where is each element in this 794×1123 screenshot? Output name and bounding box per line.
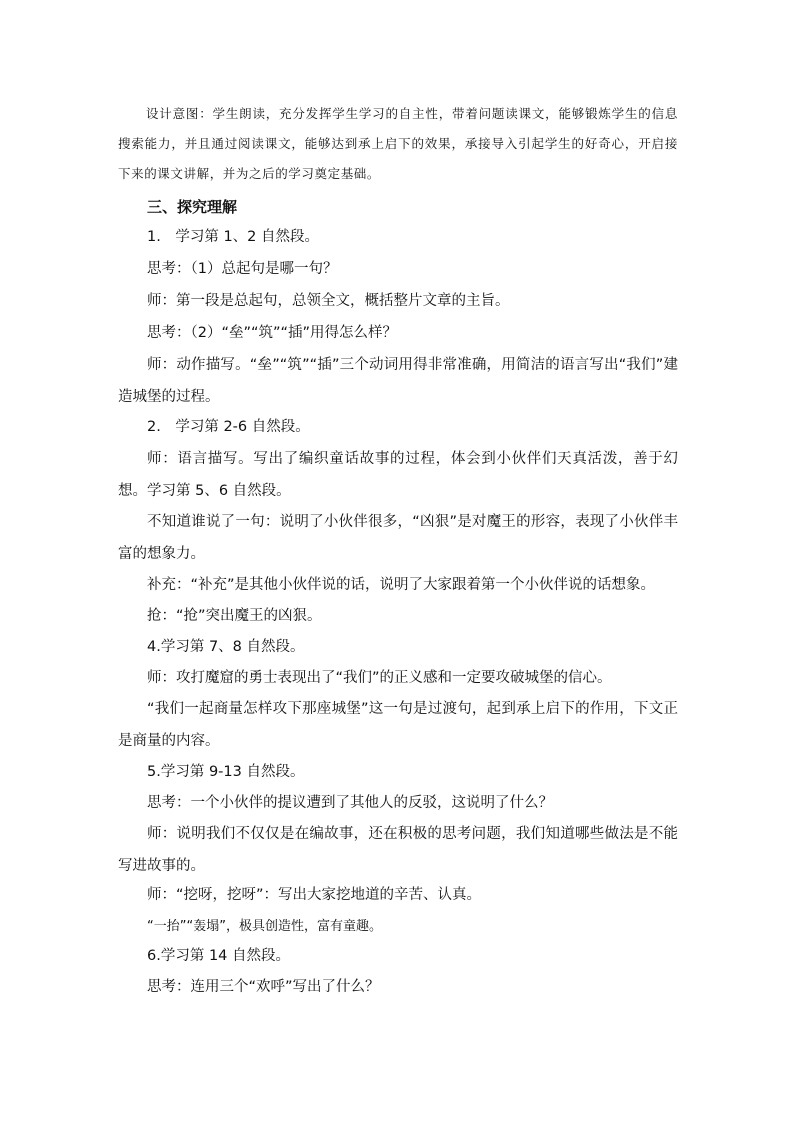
paragraph-study-7-8: 4.学习第 7、8 自然段。 (147, 639, 305, 655)
paragraph-lift-collapse: “一抬”“轰塌”，极具创造性，富有童趣。 (147, 919, 382, 934)
paragraph-teacher-2: 师：动作描写。“垒”“筑”“插”三个动词用得非常准确，用简洁的语言写出“我们”建造城堡的过程。 (118, 357, 678, 405)
paragraph-teacher-6: 师：“挖呀，挖呀”：写出大家挖地道的辛苦、认真。 (147, 887, 482, 903)
paragraph-transition: “我们一起商量怎样攻下那座城堡”这一句是过渡句，起到承上启下的作用，下文正是商量的内容。 (118, 701, 678, 749)
paragraph-teacher-5: 师：说明我们不仅仅是在编故事，还在积极的思考问题，我们知道哪些做法是不能写进故事的。 (118, 826, 678, 874)
paragraph-think-4: 思考：连用三个“欢呼”写出了什么？ (147, 979, 380, 995)
paragraph-someone-said: 不知道谁说了一句：说明了小伙伴很多，“凶狠”是对魔王的形容，表现了小伙伴丰富的想象力。 (118, 514, 678, 562)
paragraph-study-9-13: 5.学习第 9-13 自然段。 (147, 764, 305, 780)
paragraph-grab: 抢：“抢”突出魔王的凶狠。 (147, 608, 322, 624)
paragraph-think-2: 思考：（2）“垒”“筑”“插”用得怎么样？ (147, 325, 398, 341)
paragraph-teacher-3: 师：语言描写。写出了编织童话故事的过程，体会到小伙伴们天真活泼，善于幻想。学习第 5、6 自然段。 (118, 451, 678, 499)
paragraph-teacher-1: 师：第一段是总起句，总领全文，概括整片文章的主旨。 (147, 293, 510, 309)
paragraph-think-1: 思考：（1）总起句是哪一句？ (147, 261, 338, 277)
paragraph-think-3: 思考：一个小伙伴的提议遭到了其他人的反驳，这说明了什么？ (147, 795, 553, 811)
design-intent-paragraph: 设计意图：学生朗读，充分发挥学生学习的自主性，带着问题读课文，能够锻炼学生的信息搜索能力，并且通过阅读课文，能够达到承上启下的效果，承接导入引起学生的好奇心，开启接下来的课文讲解，并为之后的学习奠定基础。 (118, 106, 678, 181)
paragraph-study-14: 6.学习第 14 自然段。 (147, 948, 291, 964)
paragraph-supplement: 补充：“补充”是其他小伙伴说的话，说明了大家跟着第一个小伙伴说的话想象。 (147, 577, 656, 593)
section-heading: 三、探究理解 (147, 198, 238, 216)
paragraph-study-1-2: 1. 学习第 1、2 自然段。 (147, 229, 320, 245)
paragraph-study-2-6: 2. 学习第 2-6 自然段。 (147, 419, 310, 435)
paragraph-teacher-4: 师：攻打魔窟的勇士表现出了“我们”的正义感和一定要攻破城堡的信心。 (147, 670, 612, 686)
